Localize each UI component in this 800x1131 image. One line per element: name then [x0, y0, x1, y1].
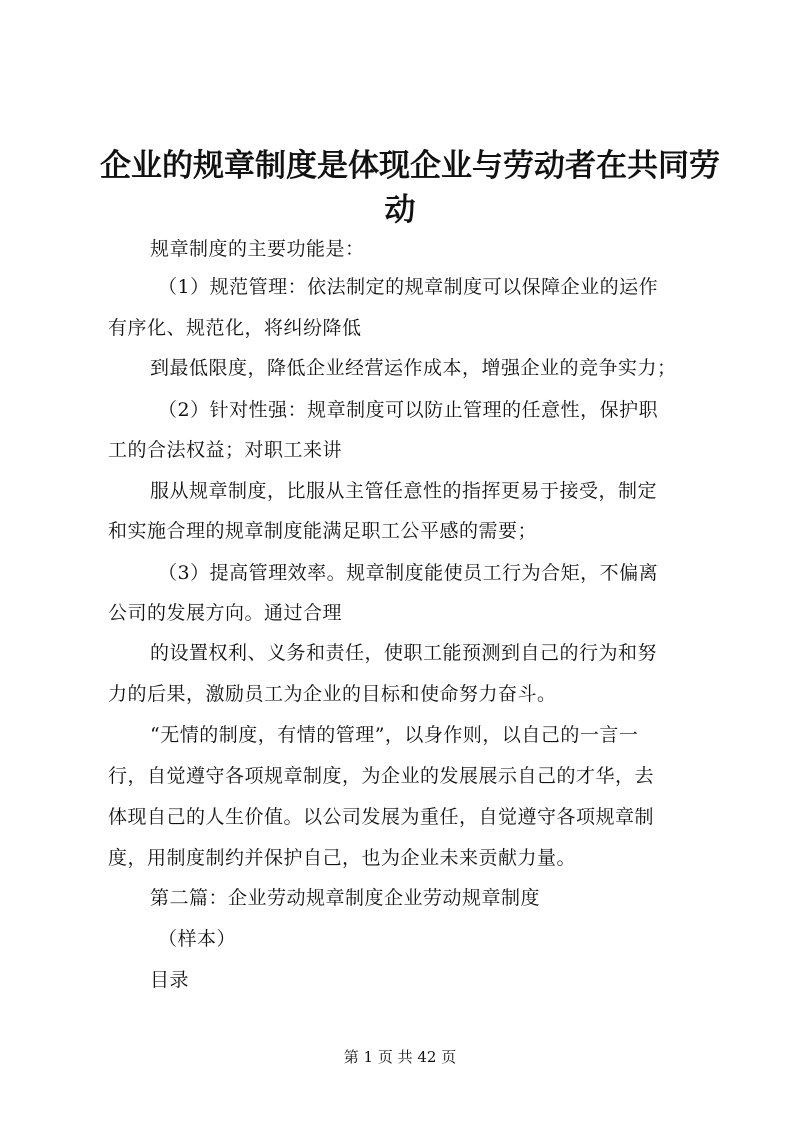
- paragraph-line: 公司的发展方向。通过合理: [108, 602, 343, 624]
- paragraph-line: 规章制度的主要功能是：: [150, 238, 365, 260]
- paragraph-line: 服从规章制度，比服从主管任意性的指挥更易于接受，制定: [150, 480, 658, 502]
- paragraph-line: 的设置权利、义务和责任，使职工能预测到自己的行为和努: [150, 642, 658, 664]
- document-title-line-1: 企业的规章制度是体现企业与劳动者在共同劳: [100, 148, 720, 184]
- paragraph-line: （3）提高管理效率。规章制度能使员工行为合矩，不偏离: [158, 562, 659, 584]
- paragraph-line: 到最低限度，降低企业经营运作成本，增强企业的竞争实力；: [150, 357, 677, 379]
- paragraph-line: 行，自觉遵守各项规章制度，为企业的发展展示自己的才华，去: [108, 765, 655, 787]
- page-number-text: 第 1 页 共 42 页: [343, 1048, 457, 1066]
- page-footer: [0, 1047, 800, 1067]
- paragraph-line: （样本）: [158, 928, 237, 950]
- paragraph-line: 有序化、规范化，将纠纷降低: [108, 317, 362, 339]
- paragraph-line: 和实施合理的规章制度能满足职工公平感的需要；: [108, 520, 538, 542]
- document-title-line-2: 动: [384, 192, 416, 228]
- section-heading: 第二篇：企业劳动规章制度企业劳动规章制度: [150, 887, 541, 909]
- paragraph-line: 工的合法权益；对职工来讲: [108, 439, 343, 461]
- paragraph-line: 体现自己的人生价值。以公司发展为重任，自觉遵守各项规章制: [108, 806, 655, 828]
- paragraph-line: 力的后果，激励员工为企业的目标和使命努力奋斗。: [108, 683, 557, 705]
- toc-heading: 目录: [150, 969, 190, 991]
- paragraph-line: （1）规范管理：依法制定的规章制度可以保障企业的运作: [158, 276, 659, 298]
- paragraph-line: “无情的制度，有情的管理”，以身作则，以自己的一言一: [150, 724, 639, 746]
- paragraph-line: 度，用制度制约并保护自己，也为企业未来贡献力量。: [108, 847, 577, 869]
- paragraph-line: （2）针对性强：规章制度可以防止管理的任意性，保护职: [158, 399, 659, 421]
